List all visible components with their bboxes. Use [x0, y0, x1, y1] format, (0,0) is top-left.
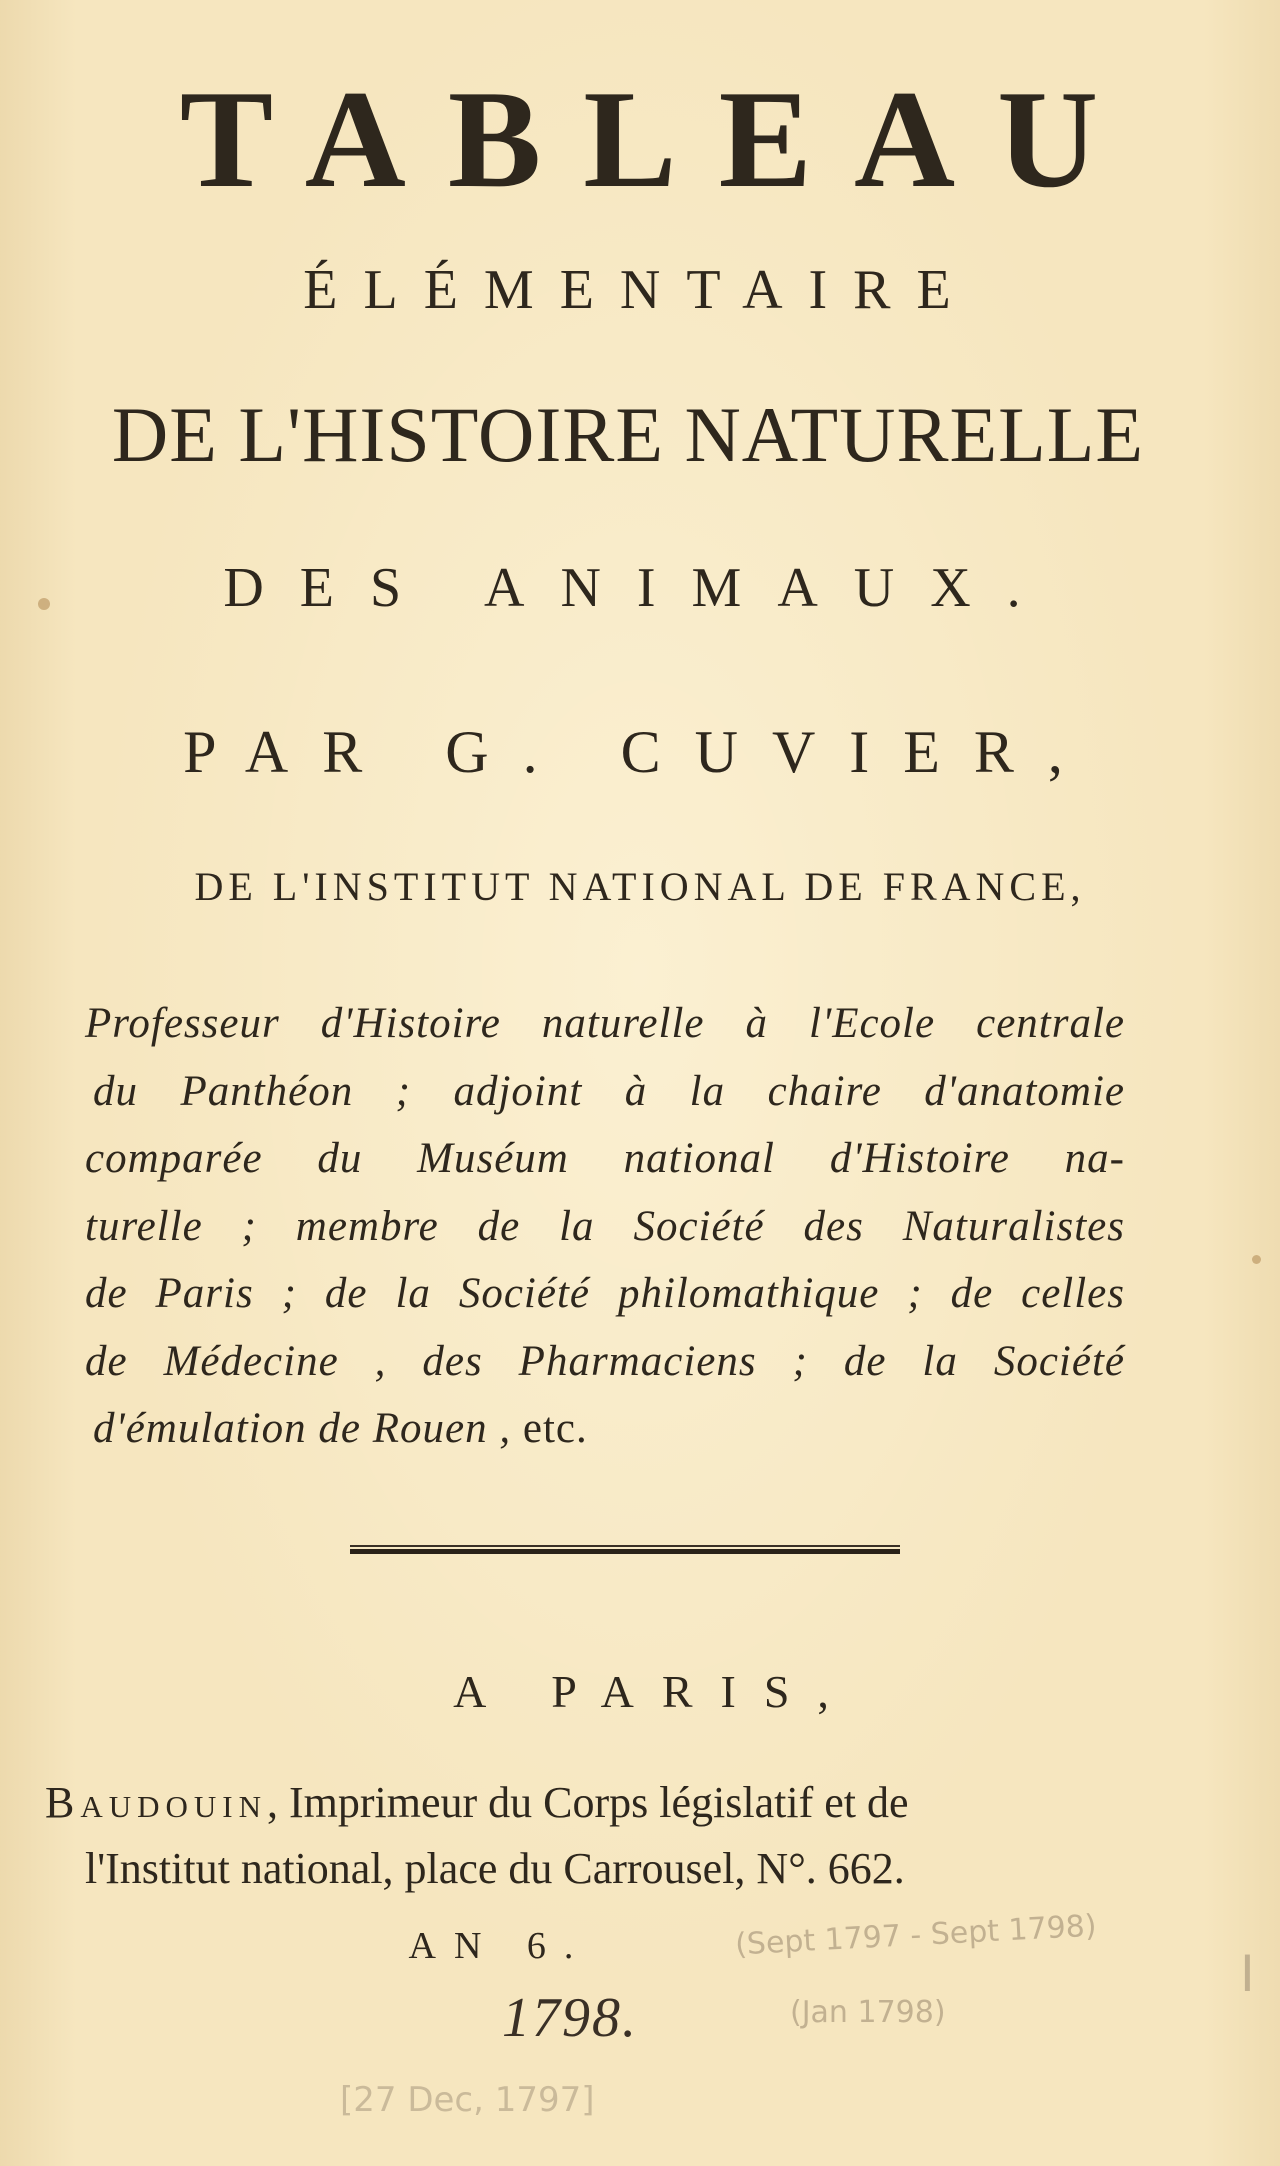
credentials-line: de Médecine , des Pharmaciens ; de la Société	[85, 1337, 1125, 1385]
imprint-year-handwritten: 1798.	[502, 1987, 638, 2049]
pencil-note-range: (Sept 1797 - Sept 1798)	[734, 1908, 1098, 1963]
credentials-etc: etc.	[522, 1405, 588, 1452]
credentials-line: Professeur d'Histoire naturelle à l'Ecole centrale	[85, 1000, 1125, 1047]
title-subtitle: ÉLÉMENTAIRE	[303, 259, 977, 321]
author-institution: DE L'INSTITUT NATIONAL DE FRANCE,	[194, 864, 1086, 909]
pencil-note-date: [27 Dec, 1797]	[340, 2080, 595, 2120]
title-line-animaux: DES ANIMAUX.	[223, 557, 1057, 619]
pencil-note-month: (Jan 1798)	[790, 1995, 946, 2030]
author-byline: PAR G. CUVIER,	[183, 719, 1097, 785]
imprint-place: A PARIS,	[453, 1666, 857, 1717]
credentials-line: d'émulation de Rouen ,	[93, 1405, 512, 1452]
credentials-line-last	[85, 1395, 1125, 1463]
credentials-line: du Panthéon ; adjoint à la chaire d'anatomie	[93, 1067, 1125, 1115]
printer-line-1	[45, 1770, 1245, 1836]
imprint-year-republican: AN 6.	[408, 1925, 592, 1967]
imprint-printer	[45, 1770, 1245, 1902]
printer-line-2: l'Institut national, place du Carrousel, N°. 662.	[85, 1844, 905, 1893]
paper-speck	[1252, 1255, 1261, 1264]
credentials-line: de Paris ; de la Société philomathique ; de celles	[85, 1270, 1125, 1317]
credentials-line: turelle ; membre de la Société des Naturalistes	[85, 1202, 1125, 1250]
title-line-histoire: DE L'HISTOIRE NATURELLE	[111, 391, 1145, 478]
author-credentials	[85, 990, 1125, 1463]
pencil-margin-mark: I	[1240, 1945, 1255, 2003]
title-main: TABLEAU	[179, 62, 1141, 217]
printer-name: Baudouin	[45, 1778, 267, 1827]
credentials-line: comparée du Muséum national d'Histoire na-	[85, 1135, 1125, 1182]
divider-rule	[350, 1545, 900, 1554]
printer-line-1-rest: , Imprimeur du Corps législatif et de	[267, 1778, 909, 1827]
paper-speck	[38, 598, 50, 610]
